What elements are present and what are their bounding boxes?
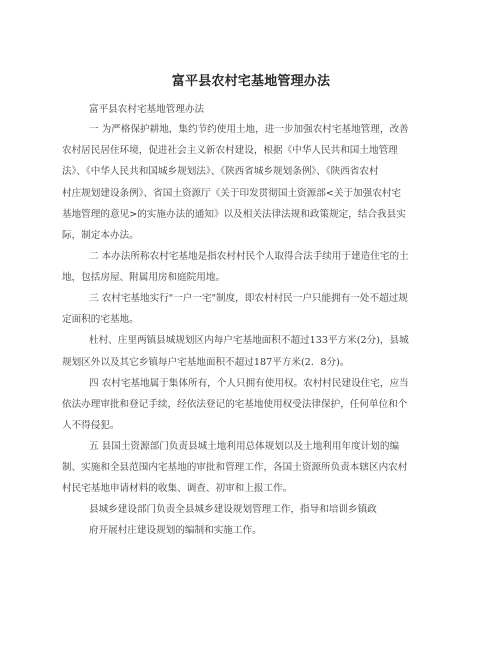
paragraph-line: 杜村、庄里两镇县城规划区内每户宅基地面积不超过133平方米(2分)，县城 [89, 335, 409, 346]
paragraph-line: 村庄规划建设条例》、省国土资源厅《关于印发贯彻国土资源部<关于加强农村宅 [62, 188, 402, 199]
paragraph-line: 基地管理的意见>的实施办法的通知》以及相关法律法规和政策规定，结合我县实 [62, 209, 406, 220]
paragraph-line: 定面积的宅基地。 [62, 314, 139, 325]
paragraph-line: 规划区外以及其它乡镇每户宅基地面积不超过187平方米(2．8分)。 [62, 357, 350, 368]
paragraph-line: 依法办理审批和登记手续，经依法登记的宅基地使用权受法律保护，任何单位和个 [62, 399, 408, 410]
paragraph-line: 农村居民居住环境，促进社会主义新农村建设，根据《中华人民共和国土地管理 [62, 145, 398, 156]
paragraph-line: 二 本办法所称农村宅基地是指农村村民个人取得合法手续用于建造住宅的土 [89, 251, 409, 262]
paragraph-line: 制、实施和全县范围内宅基地的审批和管理工作，各国土资源所负责本辖区内农村 [62, 462, 408, 473]
paragraph-line: 村民宅基地申请材料的收集、调查、初审和上报工作。 [62, 483, 293, 494]
paragraph-line: 五 县国土资源部门负责县城土地利用总体规划以及土地利用年度计划的编 [89, 441, 400, 452]
paragraph-line: 法》、《中华人民共和国城乡规划法》、《陕西省城乡规划条例》、《陕西省农村 [62, 166, 379, 177]
paragraph-line: 富平县农村宅基地管理办法 [89, 104, 205, 115]
paragraph-line: 府开展村庄建设规划的编制和实施工作。 [89, 525, 262, 536]
paragraph-line: 三 农村宅基地实行"一户一宅"制度，即农村村民一户只能拥有一处不超过规 [89, 293, 408, 304]
paragraph-line: 四 农村宅基地属于集体所有，个人只拥有使用权。农村村民建设住宅，应当 [89, 378, 409, 389]
document-title: 富平县农村宅基地管理办法 [171, 74, 331, 89]
paragraph-line: 地，包括房屋、附属用房和庭院用地。 [62, 272, 226, 283]
paragraph-line: 人不得侵犯。 [62, 420, 120, 431]
paragraph-line: 县城乡建设部门负责全县城乡建设规划管理工作，指导和培训乡镇政 [89, 504, 377, 515]
paragraph-line: 际，制定本办法。 [62, 230, 139, 241]
paragraph-line: 一 为严格保护耕地，集约节约使用土地，进一步加强农村宅基地管理，改善 [89, 124, 409, 135]
